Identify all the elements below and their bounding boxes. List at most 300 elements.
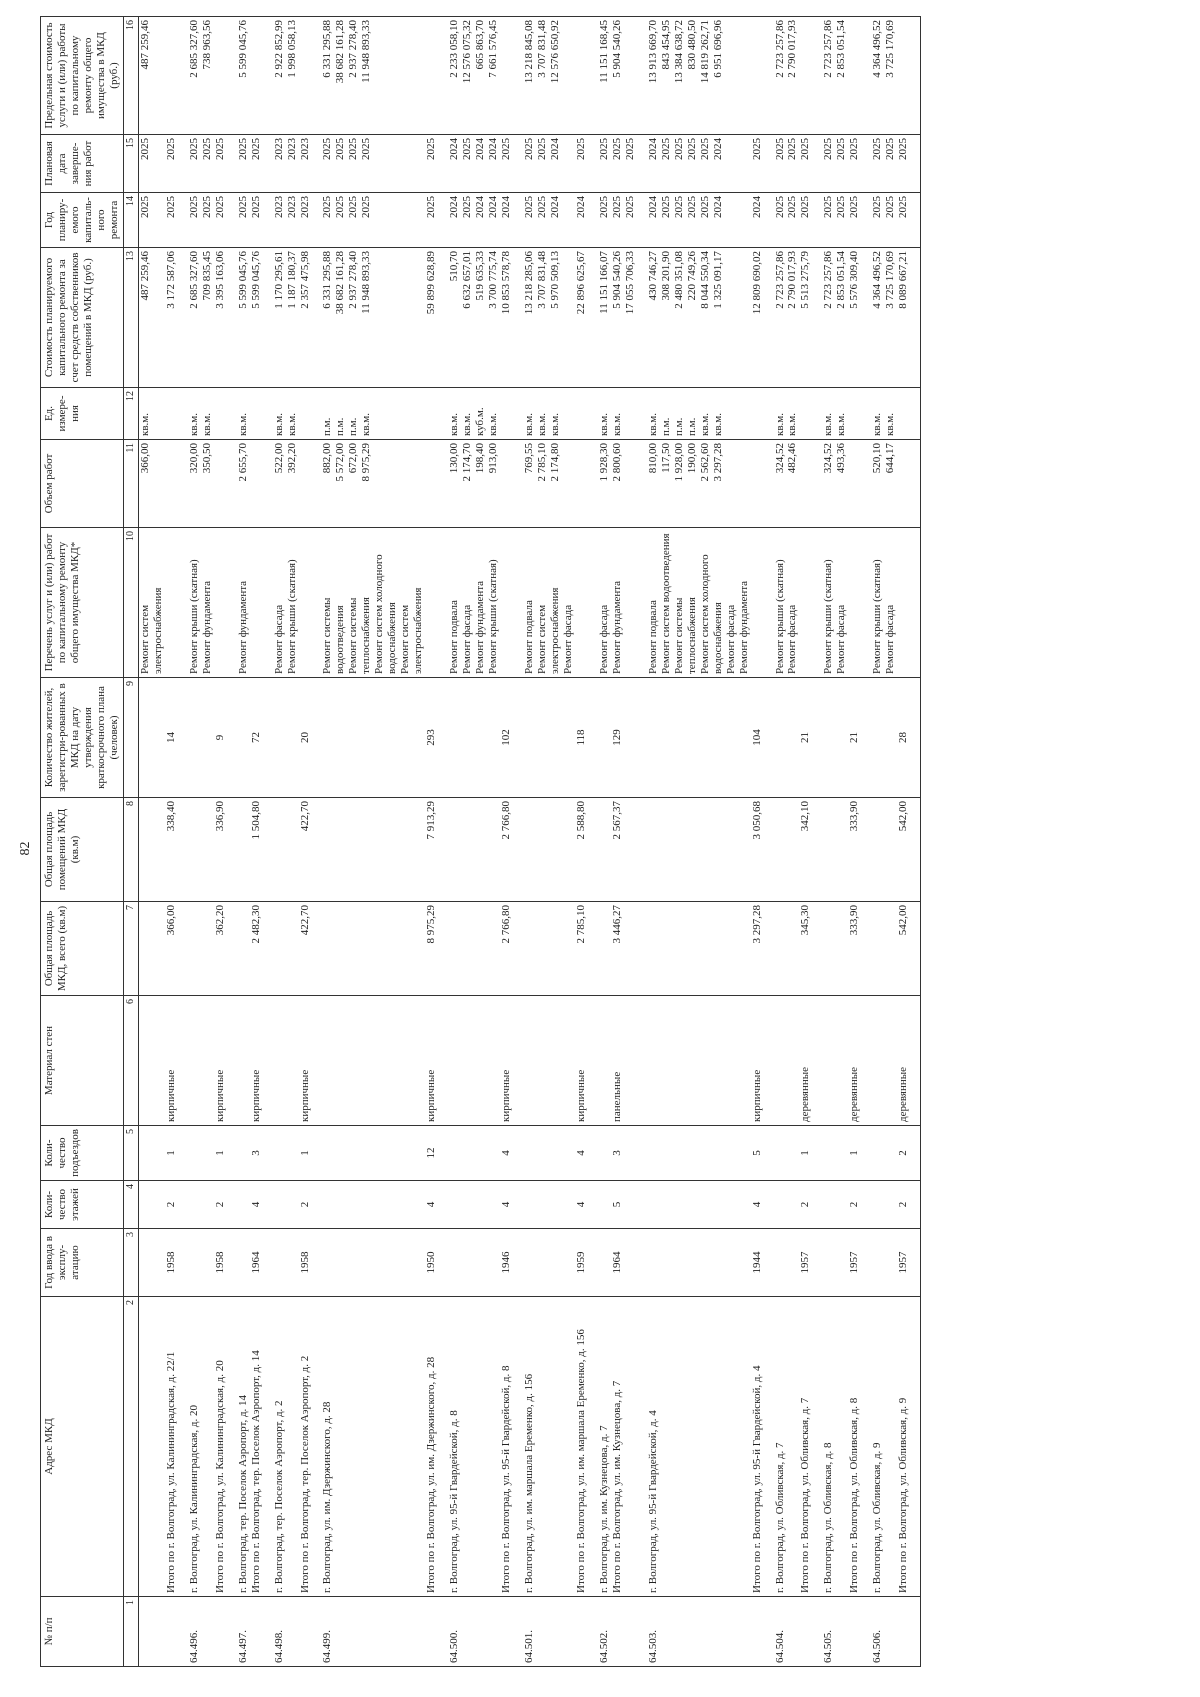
planned-cost-cell [321, 248, 425, 388]
entrance-count-cell [575, 1126, 588, 1181]
unit-cell [848, 388, 861, 440]
resident-count-cell [848, 678, 861, 798]
max-cost-cell [299, 17, 312, 135]
work-volume-cell [214, 440, 227, 528]
total-row [575, 17, 588, 1667]
premises-area-cell [575, 798, 588, 902]
spacer-cell [861, 1229, 871, 1297]
work-list: Ремонт фасада [461, 604, 474, 674]
spacer-cell [263, 388, 273, 440]
entrance-count-cell [273, 1126, 299, 1181]
planned-cost-cell [500, 248, 513, 388]
unit: кв.м. [646, 413, 659, 436]
column-header-4: Коли-чество этажей [41, 1181, 124, 1229]
row-spacer [227, 17, 237, 1667]
premises-area-cell [299, 798, 312, 902]
premises-area-cell [774, 798, 800, 902]
max-cost-cell [751, 17, 764, 135]
wall-material-cell [188, 996, 214, 1126]
column-header-7: Общая площадь МКД, всего (кв.м) [41, 902, 124, 996]
work-volume: 493,36 [835, 443, 848, 474]
commission-year-cell [273, 1229, 299, 1297]
row-spacer [812, 17, 822, 1667]
row-number-cell [138, 1597, 164, 1667]
floor-count-cell [523, 1181, 575, 1229]
spacer-cell [588, 528, 598, 678]
spacer-cell [588, 902, 598, 996]
row-spacer [311, 17, 321, 1667]
spacer-cell [311, 248, 321, 388]
planned-cost: 2 723 257,86 [773, 251, 786, 309]
floor-count-cell [273, 1181, 299, 1229]
total-area-cell [598, 902, 611, 996]
premises-area-cell [822, 798, 848, 902]
floor-count: 2 [213, 1201, 226, 1208]
work-volume-cell [799, 440, 812, 528]
entrance-count-cell [321, 1126, 425, 1181]
commission-year: 1959 [574, 1251, 587, 1274]
completion-date: 2025 [597, 138, 610, 160]
floor-count-cell [138, 1181, 164, 1229]
unit: кв.м. [285, 413, 298, 436]
work-list: Ремонт фасада [724, 604, 737, 674]
column-header-14: Год планиру-емого капиталь-ного ремонта [41, 193, 124, 248]
commission-year: 1950 [425, 1251, 438, 1274]
address-cell [500, 1297, 513, 1597]
max-cost-cell [250, 17, 263, 135]
max-cost: 2 937 278,40 [347, 20, 360, 78]
spacer-cell [764, 388, 774, 440]
planned-cost: 510,70 [448, 251, 461, 282]
planned-cost-cell [425, 248, 438, 388]
planned-cost-cell [871, 248, 897, 388]
repair-year: 2025 [236, 196, 249, 218]
spacer-cell [438, 1229, 448, 1297]
planned-cost-cell [848, 248, 861, 388]
resident-count-cell [575, 678, 588, 798]
spacer-cell [513, 1297, 523, 1597]
spacer-cell [311, 902, 321, 996]
entrance-count-cell [500, 1126, 513, 1181]
resident-count: 118 [574, 729, 587, 746]
row-number-cell [799, 1597, 812, 1667]
wall-material-cell [165, 996, 178, 1126]
planned-cost-cell [188, 248, 214, 388]
repair-year: 2025 [249, 196, 262, 218]
unit-cell [425, 388, 438, 440]
commission-year: 1958 [213, 1251, 226, 1274]
column-header-13: Стоимость планируемого капитального ремонта за счет средств собственников помещений в МКД (руб.) [41, 248, 124, 388]
repair-year: 2025 [164, 196, 177, 218]
spacer-cell [637, 17, 647, 135]
wall-material-cell [523, 996, 575, 1126]
column-header-5: Коли-чество подъездов [41, 1126, 124, 1181]
column-header-3: Год ввода в эксплу-атацию [41, 1229, 124, 1297]
commission-year: 1964 [610, 1251, 623, 1274]
completion-date: 2025 [574, 138, 587, 160]
wall-material: кирпичные [249, 1069, 262, 1122]
premises-area: 2 766,80 [500, 801, 513, 840]
completion-date-cell [299, 135, 312, 193]
completion-date-cell [647, 135, 751, 193]
spacer-cell [637, 1181, 647, 1229]
resident-count-cell [822, 678, 848, 798]
repair-year: 2025 [321, 196, 334, 218]
unit: куб.м. [474, 407, 487, 436]
completion-date: 2025 [623, 138, 636, 160]
total-row [250, 17, 263, 1667]
spacer-cell [513, 902, 523, 996]
spacer-cell [513, 1597, 523, 1667]
unit-cell [774, 388, 800, 440]
resident-count: 129 [610, 729, 623, 746]
wall-material-cell [774, 996, 800, 1126]
total-area-cell [523, 902, 575, 996]
work-list-cell [822, 528, 848, 678]
resident-count-cell [500, 678, 513, 798]
commission-year-cell [897, 1229, 910, 1297]
work-volume-cell [523, 440, 575, 528]
column-number-6: 6 [123, 996, 138, 1126]
address-cell [250, 1297, 263, 1597]
spacer-cell [311, 1297, 321, 1597]
total-area-cell [299, 902, 312, 996]
completion-date: 2025 [871, 138, 884, 160]
max-cost-cell [822, 17, 848, 135]
planned-cost: 11 948 893,33 [360, 251, 373, 314]
total-area: 3 297,28 [750, 905, 763, 944]
work-volume: 2 655,70 [236, 443, 249, 482]
commission-year-cell [871, 1229, 897, 1297]
floor-count-cell [214, 1181, 227, 1229]
total-area-cell [774, 902, 800, 996]
unit-cell [250, 388, 263, 440]
resident-count-cell [188, 678, 214, 798]
resident-count-cell [523, 678, 575, 798]
floor-count: 4 [574, 1201, 587, 1208]
unit: кв.м. [610, 413, 623, 436]
planned-cost: 5 576 309,40 [848, 251, 861, 309]
total-area-cell [848, 902, 861, 996]
planned-cost-cell [598, 248, 611, 388]
spacer-cell [910, 902, 921, 996]
premises-area: 1 504,80 [249, 801, 262, 840]
column-number-5: 5 [123, 1126, 138, 1181]
repair-year: 2025 [835, 196, 848, 218]
max-cost-cell [237, 17, 250, 135]
repair-year: 2023 [272, 196, 285, 218]
header-row [41, 17, 124, 1667]
repair-year-cell [774, 193, 800, 248]
planned-cost: 5 599 045,76 [249, 251, 262, 309]
unit-cell [321, 388, 425, 440]
repair-year: 2024 [474, 196, 487, 218]
address: Итого по г. Волгоград, ул. Обливская, д. 7 [799, 1397, 812, 1593]
spacer-cell [812, 1181, 822, 1229]
completion-date: 2025 [213, 138, 226, 160]
unit: кв.м. [773, 413, 786, 436]
spacer-cell [910, 528, 921, 678]
completion-date: 2025 [321, 138, 334, 160]
max-cost: 12 576 650,92 [548, 20, 561, 84]
wall-material-cell [575, 996, 588, 1126]
planned-cost: 3 172 587,06 [164, 251, 177, 309]
repair-year-cell [523, 193, 575, 248]
total-row [425, 17, 438, 1667]
spacer-cell [910, 1297, 921, 1597]
spacer-cell [178, 135, 188, 193]
max-cost-cell [647, 17, 751, 135]
work-volume-cell [165, 440, 178, 528]
wall-material: кирпичные [298, 1069, 311, 1122]
address-cell [273, 1297, 299, 1597]
work-list: Ремонт фасада [786, 604, 799, 674]
column-number-13: 13 [123, 248, 138, 388]
floor-count-cell [848, 1181, 861, 1229]
repair-year: 2025 [597, 196, 610, 218]
max-cost-cell [774, 17, 800, 135]
completion-date-cell [425, 135, 438, 193]
work-list: Ремонт систем электроснабжения [138, 587, 164, 674]
row-number-cell [165, 1597, 178, 1667]
spacer-cell [861, 17, 871, 135]
completion-date: 2025 [897, 138, 910, 160]
completion-date: 2024 [548, 138, 561, 160]
total-area-cell [448, 902, 500, 996]
work-list: Ремонт фасада [272, 604, 285, 674]
repair-year: 2025 [848, 196, 861, 218]
planned-cost: 2 790 017,93 [786, 251, 799, 309]
commission-year-cell [500, 1229, 513, 1297]
work-volume: 644,17 [884, 443, 897, 474]
total-area-cell [165, 902, 178, 996]
max-cost: 6 951 696,96 [711, 20, 724, 78]
spacer-cell [178, 248, 188, 388]
spacer-cell [812, 678, 822, 798]
row-number-cell [822, 1597, 848, 1667]
total-area: 333,90 [848, 905, 861, 936]
floor-count-cell [799, 1181, 812, 1229]
planned-cost: 2 357 475,98 [298, 251, 311, 309]
planned-cost: 5 513 275,79 [799, 251, 812, 309]
total-area: 2 785,10 [574, 905, 587, 944]
spacer-cell [311, 678, 321, 798]
row-number-cell [523, 1597, 575, 1667]
premises-area: 2 588,80 [574, 801, 587, 840]
premises-area-cell [188, 798, 214, 902]
total-area: 362,20 [213, 905, 226, 936]
row-number: 64.504. [773, 1630, 786, 1663]
wall-material-cell [897, 996, 910, 1126]
work-volume: 190,00 [685, 443, 698, 474]
repair-year: 2025 [659, 196, 672, 218]
spacer-cell [263, 528, 273, 678]
floor-count-cell [500, 1181, 513, 1229]
planned-cost: 5 904 540,26 [610, 251, 623, 309]
entrance-count: 1 [213, 1150, 226, 1156]
work-volume: 2 174,80 [548, 443, 561, 482]
unit-cell [871, 388, 897, 440]
spacer-cell [311, 17, 321, 135]
address: Итого по г. Волгоград, ул. 95-й Гвардейской, д. 8 [500, 1365, 513, 1593]
work-volume-cell [188, 440, 214, 528]
completion-date-cell [214, 135, 227, 193]
spacer-cell [227, 528, 237, 678]
resident-count: 104 [750, 729, 763, 746]
spacer-cell [588, 678, 598, 798]
address-cell [774, 1297, 800, 1597]
completion-date: 2025 [773, 138, 786, 160]
resident-count: 21 [848, 732, 861, 743]
planned-cost: 487 259,46 [138, 251, 151, 301]
spacer-cell [910, 1229, 921, 1297]
repair-year: 2025 [347, 196, 360, 218]
work-list-cell [448, 528, 500, 678]
planned-cost-cell [165, 248, 178, 388]
repair-year: 2024 [574, 196, 587, 218]
commission-year-cell [188, 1229, 214, 1297]
resident-count-cell [774, 678, 800, 798]
work-volume: 130,00 [448, 443, 461, 474]
total-area-cell [799, 902, 812, 996]
resident-count-cell [165, 678, 178, 798]
total-area-cell [751, 902, 764, 996]
spacer-cell [263, 248, 273, 388]
row-spacer [588, 17, 598, 1667]
repair-year: 2024 [646, 196, 659, 218]
commission-year-cell [214, 1229, 227, 1297]
repair-year: 2024 [548, 196, 561, 218]
work-volume: 350,50 [200, 443, 213, 474]
completion-date-cell [611, 135, 637, 193]
work-list: Ремонт подвала [523, 600, 536, 674]
row-number-cell [611, 1597, 637, 1667]
completion-date: 2025 [672, 138, 685, 160]
work-volume: 8 975,29 [360, 443, 373, 482]
repair-year: 2025 [213, 196, 226, 218]
spacer-cell [513, 678, 523, 798]
spacer-cell [227, 798, 237, 902]
completion-date: 2025 [685, 138, 698, 160]
spacer-cell [861, 678, 871, 798]
repair-year: 2025 [425, 196, 438, 218]
row-spacer [513, 17, 523, 1667]
unit: кв.м. [187, 413, 200, 436]
entrance-count-cell [897, 1126, 910, 1181]
unit-cell [611, 388, 637, 440]
planned-cost: 8 089 667,21 [897, 251, 910, 309]
wall-material: кирпичные [500, 1069, 513, 1122]
spacer-cell [513, 996, 523, 1126]
completion-date-cell [500, 135, 513, 193]
table-row [188, 17, 214, 1667]
spacer-cell [438, 193, 448, 248]
work-volume-cell [448, 440, 500, 528]
repair-year-cell [848, 193, 861, 248]
spacer-cell [764, 440, 774, 528]
work-volume-cell [237, 440, 250, 528]
spacer-cell [764, 193, 774, 248]
row-spacer [263, 17, 273, 1667]
max-cost: 12 576 075,32 [461, 20, 474, 84]
unit: кв.м. [597, 413, 610, 436]
address-cell [321, 1297, 425, 1597]
spacer-cell [438, 388, 448, 440]
row-number-cell [500, 1597, 513, 1667]
max-cost: 1 998 058,13 [285, 20, 298, 78]
row-number-cell [321, 1597, 425, 1667]
total-row [848, 17, 861, 1667]
spacer-cell [637, 388, 647, 440]
floor-count: 4 [249, 1201, 262, 1208]
planned-cost: 5 599 045,76 [236, 251, 249, 309]
max-cost: 665 863,70 [474, 20, 487, 70]
unit-cell [299, 388, 312, 440]
spacer-cell [311, 798, 321, 902]
completion-date: 2025 [347, 138, 360, 160]
address: г. Волгоград, тер. Поселок Аэропорт, д. 14 [236, 1394, 249, 1593]
spacer-cell [178, 440, 188, 528]
spacer-cell [910, 440, 921, 528]
table-row [138, 17, 164, 1667]
unit: кв.м. [272, 413, 285, 436]
entrance-count: 3 [249, 1150, 262, 1156]
completion-date: 2025 [698, 138, 711, 160]
resident-count-cell [214, 678, 227, 798]
completion-date-cell [138, 135, 164, 193]
max-cost-cell [500, 17, 513, 135]
row-spacer [178, 17, 188, 1667]
repair-year-cell [751, 193, 764, 248]
spacer-cell [812, 996, 822, 1126]
wall-material-cell [799, 996, 812, 1126]
column-number-15: 15 [123, 135, 138, 193]
repair-year-cell [250, 193, 263, 248]
completion-date-cell [822, 135, 848, 193]
address-cell [448, 1297, 500, 1597]
total-area-cell [500, 902, 513, 996]
max-cost: 830 480,50 [685, 20, 698, 70]
address-cell [188, 1297, 214, 1597]
address: г. Волгоград, ул. Калининградская, д. 20 [187, 1405, 200, 1593]
row-number-cell [871, 1597, 897, 1667]
unit-cell [598, 388, 611, 440]
entrance-count-cell [165, 1126, 178, 1181]
spacer-cell [178, 902, 188, 996]
unit: кв.м. [360, 413, 373, 436]
address: Итого по г. Волгоград, ул. им. Кузнецова, д. 7 [610, 1380, 623, 1593]
spacer-cell [227, 902, 237, 996]
planned-cost-cell [214, 248, 227, 388]
wall-material-cell [822, 996, 848, 1126]
premises-area-cell [214, 798, 227, 902]
commission-year-cell [647, 1229, 751, 1297]
spacer-cell [513, 135, 523, 193]
spacer-cell [637, 1597, 647, 1667]
resident-count-cell [250, 678, 263, 798]
repair-year-cell [598, 193, 611, 248]
premises-area-cell [165, 798, 178, 902]
floor-count-cell [188, 1181, 214, 1229]
unit-cell [897, 388, 910, 440]
column-header-8: Общая площадь помещений МКД (кв.м) [41, 798, 124, 902]
unit-cell [448, 388, 500, 440]
commission-year-cell [523, 1229, 575, 1297]
spacer-cell [637, 902, 647, 996]
repair-year: 2025 [200, 196, 213, 218]
spacer-cell [861, 388, 871, 440]
planned-cost: 17 055 706,33 [623, 251, 636, 315]
